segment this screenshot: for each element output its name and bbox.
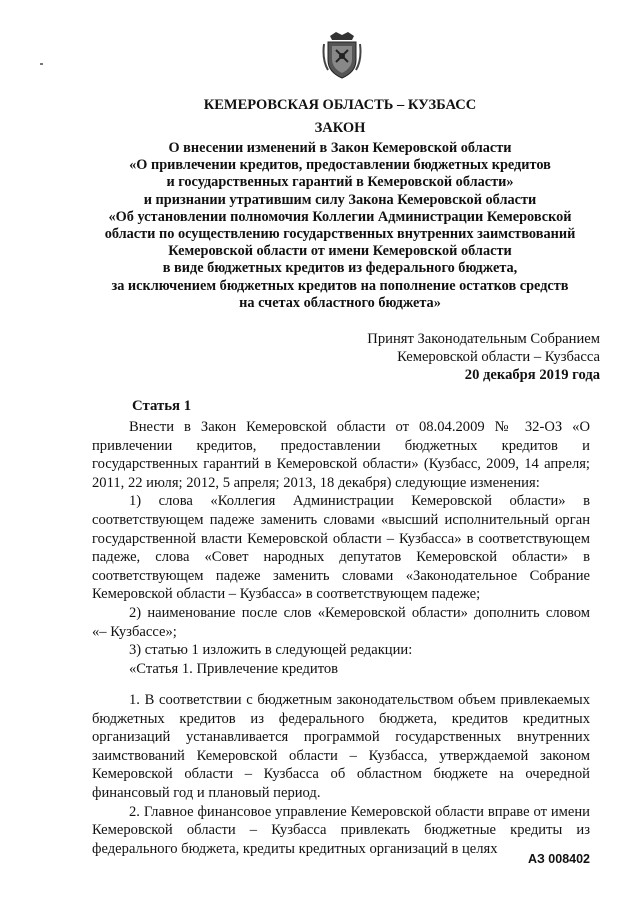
title-line: О внесении изменений в Закон Кемеровской области xyxy=(168,140,512,156)
adoption-line: Кемеровской области – Кузбасса xyxy=(397,349,600,365)
amendment-item: 2) наименование после слов «Кемеровской области» дополнить словом «– Кузбассе»; xyxy=(92,604,590,640)
clause: 2. Главное финансовое управление Кемеровской области вправе от имени Кемеровской области – Кузбасса привлекать бюджетные кредиты из федерального бюджета, кредиты кредитных организаций в целях xyxy=(92,803,590,857)
amendment-item: 1) слова «Коллегия Администрации Кемеровской области» в соответствующем падеже заменить словами «высший исполнительный орган государственной власти Кемеровской области – Кузбасса» в соответствующем падеже, слова «Совет народных депутатов Кемеровской области» в соответствующем падеже заменить словами «Законодательное Собрание Кемеровской области – Кузбасса» в соответствующем падеже; xyxy=(92,493,590,603)
document-type: ЗАКОН xyxy=(314,120,366,136)
document-serial: АЗ 008402 xyxy=(527,852,590,866)
amendment-item: 3) статью 1 изложить в следующей редакции: xyxy=(129,642,413,659)
article-heading: Статья 1 xyxy=(132,398,192,414)
title-line: «О привлечении кредитов, предоставлении бюджетных кредитов xyxy=(129,157,551,174)
article-intro: Внести в Закон Кемеровской области от 08.04.2009 № 32-ОЗ «О привлечении кредитов, предоставлении бюджетных кредитов и государственных гарантий в Кемеровской области» (Кузбасс, 2009, 14 апреля; 2011, 22 июля; 2012, 5 апреля; 2013, 18 декабря) следующие изменения: xyxy=(92,419,590,491)
adoption-line: Принят Законодательным Собранием xyxy=(367,331,600,347)
scan-speck xyxy=(40,63,43,65)
region-name: КЕМЕРОВСКАЯ ОБЛАСТЬ – КУЗБАСС xyxy=(203,97,477,113)
law-title xyxy=(60,140,620,312)
kuzbass-coat-of-arms-icon xyxy=(322,30,362,80)
title-line: на счетах областного бюджета» xyxy=(239,294,441,311)
title-line: области по осуществлению государственных внутренних заимствований xyxy=(104,226,576,243)
quoted-article-body xyxy=(92,691,590,858)
article-body xyxy=(92,418,590,678)
adoption-block xyxy=(367,330,600,384)
title-line: Кемеровской области от имени Кемеровской области xyxy=(168,243,512,260)
clause: 1. В соответствии с бюджетным законодательством объем привлекаемых бюджетных кредитов из федерального бюджета, кредитов кредитных организаций устанавливается программой государственных внутренних заимствований Кемеровской области – Кузбасса, утверждаемой законом Кемеровской области – Кузбасса об областном бюджете на очередной финансовый год и плановый период. xyxy=(92,692,590,801)
title-line: «Об установлении полномочия Коллегии Администрации Кемеровской xyxy=(108,208,572,225)
title-line: в виде бюджетных кредитов из федерального бюджета, xyxy=(162,260,518,277)
quoted-article-heading: «Статья 1. Привлечение кредитов xyxy=(129,660,339,677)
title-line: и государственных гарантий в Кемеровской области» xyxy=(166,174,514,191)
title-line: за исключением бюджетных кредитов на пополнение остатков средств xyxy=(111,277,569,294)
title-line: и признании утратившим силу Закона Кемеровской области xyxy=(143,191,537,208)
adoption-date: 20 декабря 2019 года xyxy=(464,367,600,383)
